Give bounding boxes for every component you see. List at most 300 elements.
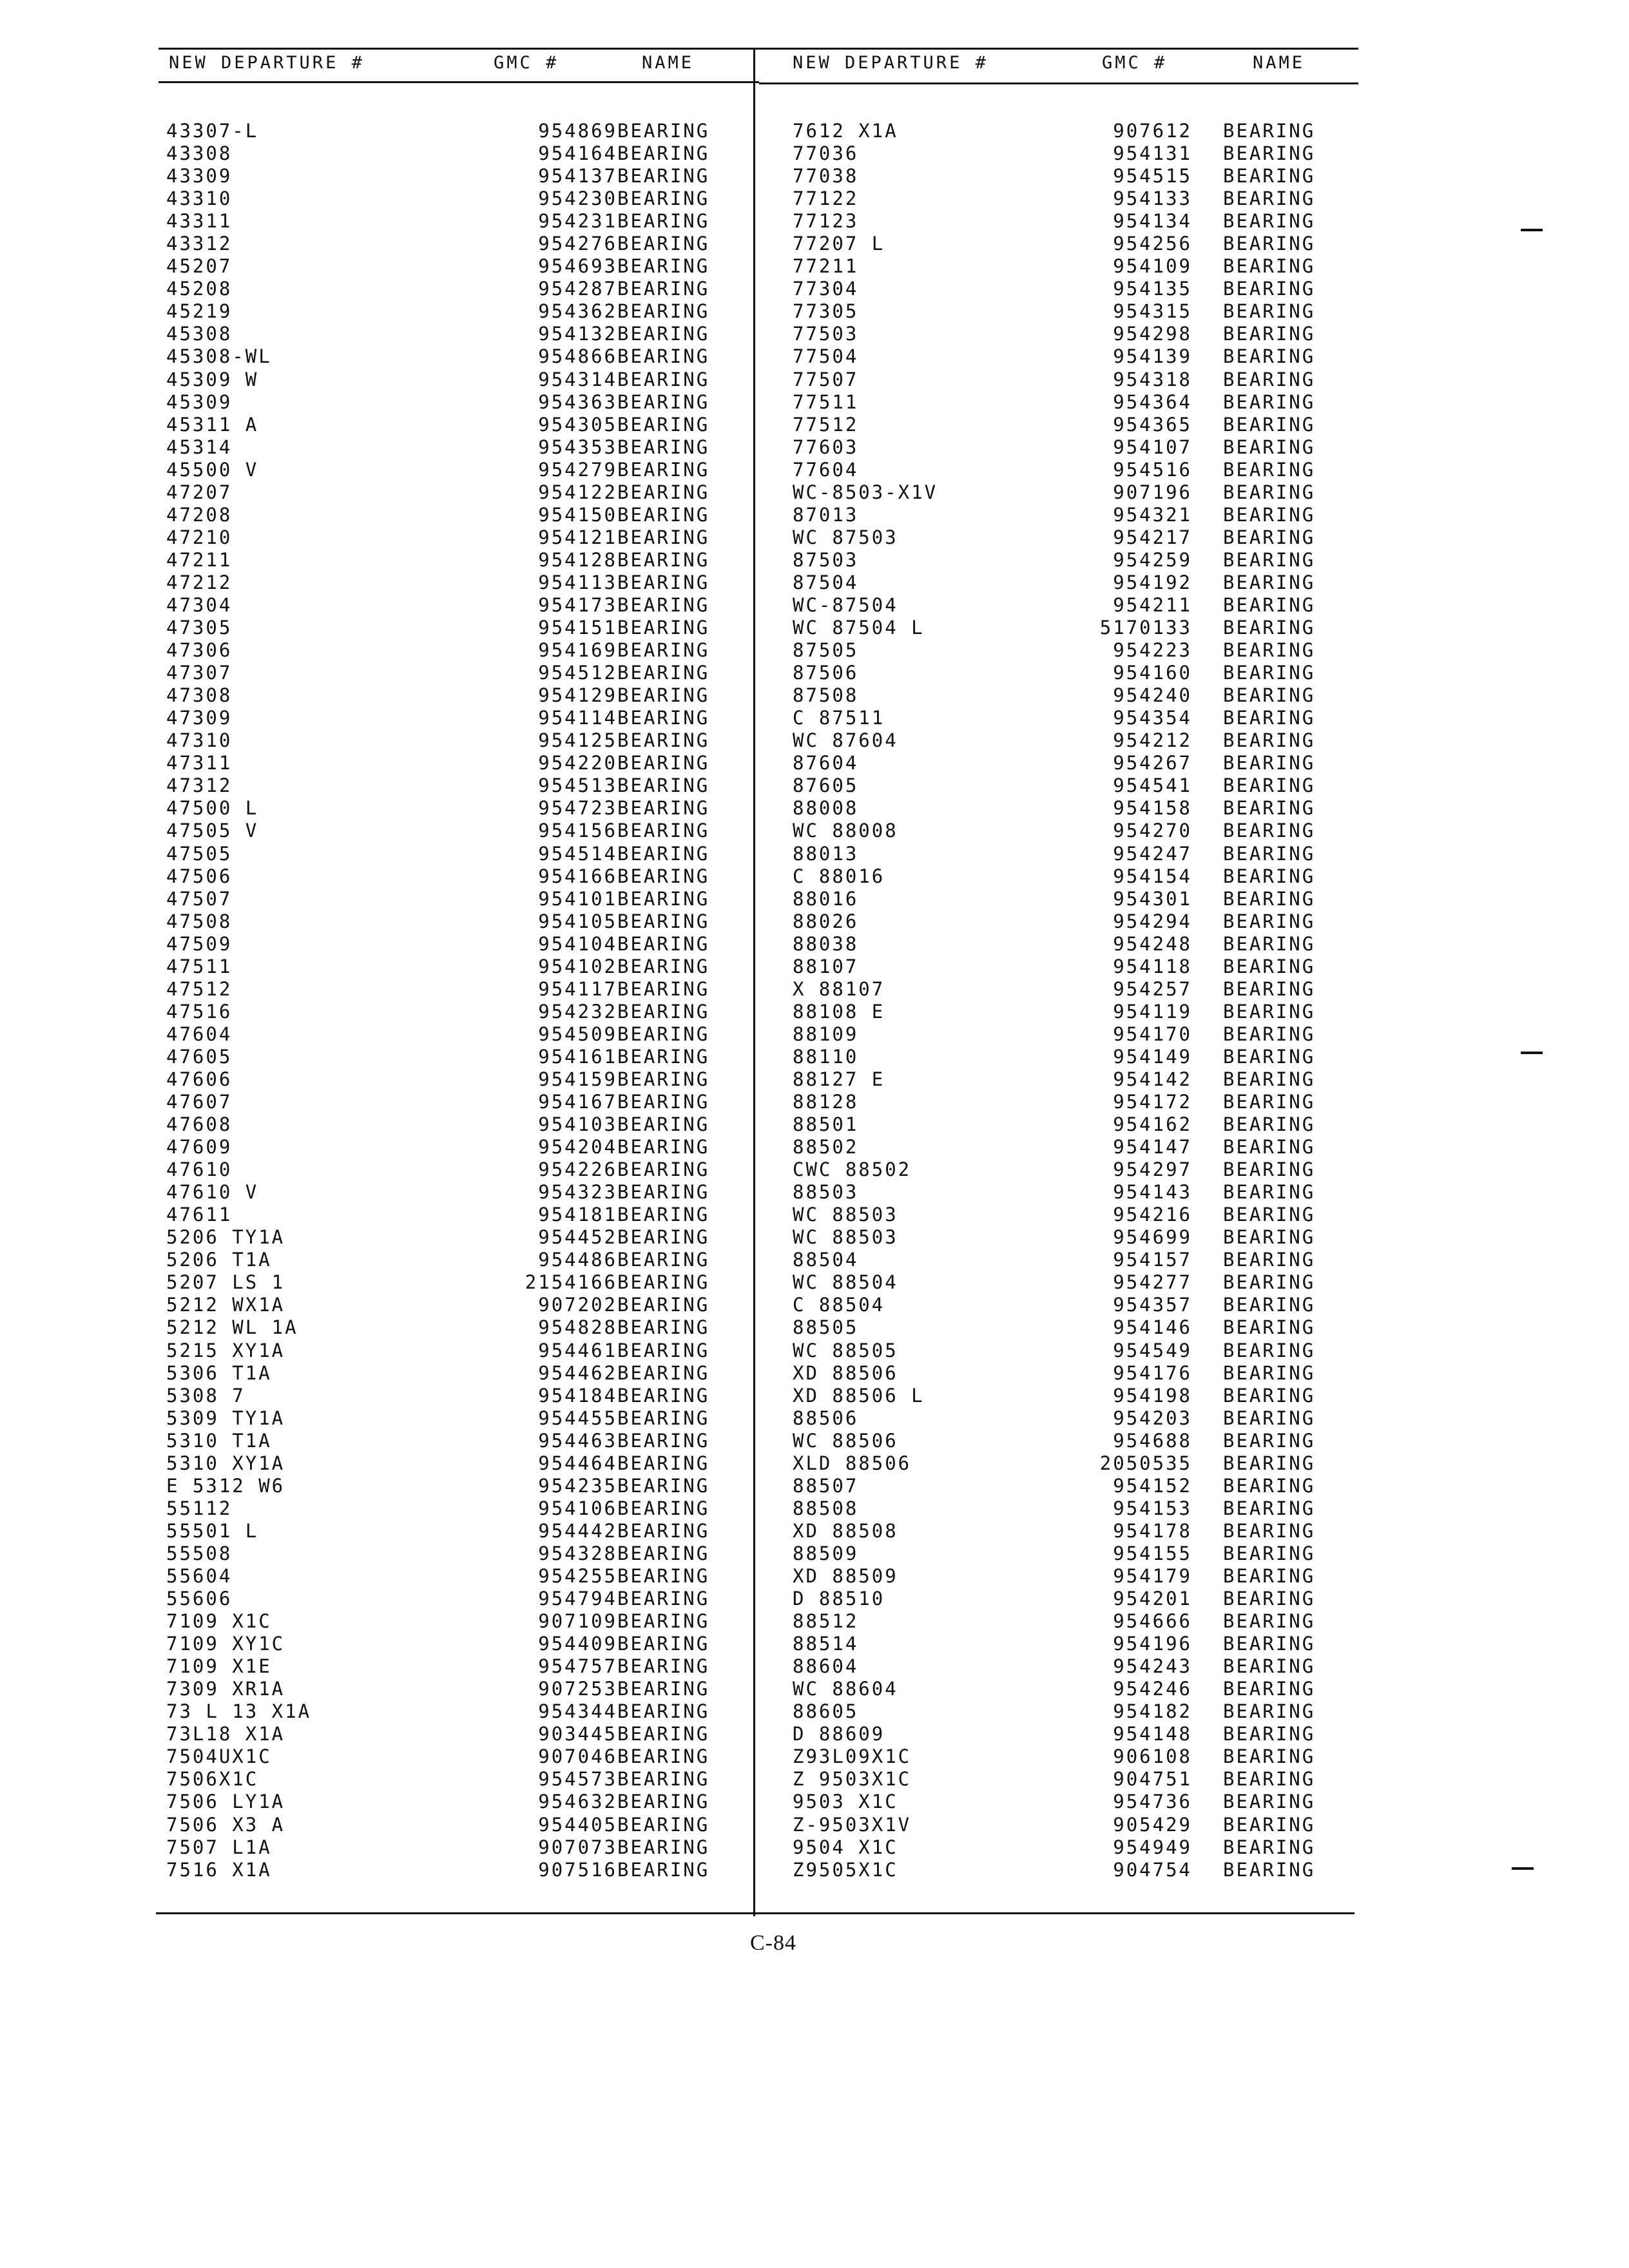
part-name: BEARING	[1223, 1429, 1316, 1452]
part-name: BEARING	[617, 1768, 710, 1791]
gmc-number: 954515	[1113, 165, 1192, 187]
table-row	[166, 459, 746, 481]
part-number: 9504 X1C	[793, 1836, 898, 1858]
table-row	[166, 910, 746, 933]
gmc-number: 954226	[538, 1158, 617, 1181]
page-number: C-84	[750, 1931, 796, 1955]
part-number: 47310	[166, 729, 233, 752]
part-number: 88508	[793, 1497, 859, 1519]
table-row	[793, 1430, 1360, 1452]
column-divider	[753, 48, 755, 1916]
table-row	[166, 572, 746, 594]
part-name: BEARING	[617, 932, 710, 955]
gmc-number: 954204	[538, 1136, 617, 1158]
header-underline-right	[759, 82, 1358, 84]
part-name: BEARING	[1223, 1113, 1316, 1136]
gmc-number: 954516	[1113, 458, 1192, 481]
part-number: D 88609	[793, 1723, 885, 1745]
gmc-number: 954167	[538, 1091, 617, 1113]
part-name: BEARING	[1223, 1542, 1316, 1564]
part-name: BEARING	[1223, 1836, 1316, 1858]
part-number: 43308	[166, 142, 233, 165]
gmc-number: 954133	[1113, 187, 1192, 210]
gmc-number: 907202	[538, 1294, 617, 1316]
part-name: BEARING	[617, 1181, 710, 1204]
table-row	[166, 345, 746, 368]
gmc-number: 907073	[538, 1836, 617, 1858]
part-number: 77507	[793, 368, 859, 390]
part-name: BEARING	[617, 820, 710, 842]
gmc-number: 954105	[538, 910, 617, 932]
gmc-number: 954162	[1113, 1113, 1192, 1136]
part-number: 87605	[793, 774, 859, 797]
table-row	[793, 345, 1360, 368]
part-name: BEARING	[1223, 1474, 1316, 1497]
part-number: XD 88509	[793, 1565, 898, 1587]
table-row	[793, 797, 1360, 820]
part-name: BEARING	[617, 1000, 710, 1023]
gmc-number: 954181	[538, 1204, 617, 1226]
gmc-number: 954294	[1113, 910, 1192, 932]
table-row	[793, 255, 1360, 278]
gmc-number: 954455	[538, 1407, 617, 1429]
part-number: WC 87604	[793, 729, 898, 752]
part-number: WC 87504 L	[793, 617, 925, 639]
gmc-number: 954240	[1113, 684, 1192, 707]
part-number: 73 L 13 X1A	[166, 1700, 312, 1723]
table-row	[166, 617, 746, 639]
gmc-number: 954196	[1113, 1633, 1192, 1655]
part-name: BEARING	[1223, 910, 1316, 932]
part-name: BEARING	[1223, 955, 1316, 977]
part-number: 77207 L	[793, 233, 885, 255]
part-number: 88128	[793, 1091, 859, 1113]
gmc-number: 954757	[538, 1655, 617, 1678]
table-row	[793, 1068, 1360, 1091]
gmc-number: 954305	[538, 413, 617, 436]
part-number: 5206 T1A	[166, 1249, 272, 1271]
table-row	[166, 752, 746, 774]
table-row	[166, 1271, 746, 1294]
part-number: 7109 X1C	[166, 1610, 272, 1633]
part-name: BEARING	[617, 1429, 710, 1452]
part-number: 45309	[166, 390, 233, 413]
gmc-number: 907046	[538, 1745, 617, 1768]
table-row	[166, 1294, 746, 1316]
part-number: 87505	[793, 639, 859, 662]
gmc-number: 954267	[1113, 752, 1192, 774]
part-number: Z 9503X1C	[793, 1768, 912, 1791]
gmc-number: 954155	[1113, 1542, 1192, 1564]
part-name: BEARING	[1223, 729, 1316, 752]
part-name: BEARING	[1223, 1610, 1316, 1633]
part-name: BEARING	[1223, 120, 1316, 142]
part-number: 7506 X3 A	[166, 1813, 285, 1836]
table-row	[793, 594, 1360, 617]
table-row	[166, 1068, 746, 1091]
gmc-number: 954723	[538, 797, 617, 820]
part-number: 87508	[793, 684, 859, 707]
part-number: C 88504	[793, 1294, 885, 1316]
part-number: 88038	[793, 932, 859, 955]
part-name: BEARING	[1223, 1226, 1316, 1249]
top-rule	[159, 48, 1358, 50]
part-name: BEARING	[617, 1136, 710, 1158]
table-row	[793, 1181, 1360, 1204]
part-number: 88501	[793, 1113, 859, 1136]
part-name: BEARING	[617, 955, 710, 977]
part-name: BEARING	[1223, 165, 1316, 187]
gmc-number: 954344	[538, 1700, 617, 1723]
gmc-number: 954220	[538, 752, 617, 774]
gmc-number: 2154166	[525, 1271, 617, 1294]
part-number: 87604	[793, 752, 859, 774]
part-number: 88109	[793, 1023, 859, 1045]
table-row	[793, 1113, 1360, 1136]
part-name: BEARING	[617, 752, 710, 774]
gmc-number: 954134	[1113, 210, 1192, 233]
part-number: 45314	[166, 436, 233, 458]
bottom-rule	[156, 1912, 1354, 1914]
table-row	[166, 1745, 746, 1768]
table-row	[166, 1046, 746, 1068]
gmc-number: 954232	[538, 1000, 617, 1023]
part-number: 43307-L	[166, 120, 259, 142]
gmc-number: 954142	[1113, 1068, 1192, 1090]
part-number: 55501 L	[166, 1519, 259, 1542]
table-row	[166, 1814, 746, 1836]
table-row	[166, 278, 746, 300]
part-number: 88026	[793, 910, 859, 932]
gmc-number: 954461	[538, 1339, 617, 1361]
table-row	[793, 165, 1360, 187]
gmc-number: 954148	[1113, 1723, 1192, 1745]
gmc-number: 954179	[1113, 1565, 1192, 1587]
table-row	[166, 1588, 746, 1610]
gmc-number: 954301	[1113, 887, 1192, 910]
part-name: BEARING	[1223, 1452, 1316, 1474]
part-number: 47508	[166, 910, 233, 932]
part-number: 45207	[166, 255, 233, 278]
part-name: BEARING	[1223, 571, 1316, 593]
part-name: BEARING	[1223, 887, 1316, 910]
gmc-number: 954178	[1113, 1519, 1192, 1542]
part-number: 77304	[793, 278, 859, 300]
part-name: BEARING	[1223, 436, 1316, 458]
header-part-left: NEW DEPARTURE #	[169, 53, 365, 73]
part-name: BEARING	[617, 1249, 710, 1271]
gmc-number: 954201	[1113, 1588, 1192, 1610]
gmc-number: 954353	[538, 436, 617, 458]
part-name: BEARING	[1223, 187, 1316, 210]
part-name: BEARING	[1223, 684, 1316, 707]
table-row	[793, 1046, 1360, 1068]
part-name: BEARING	[617, 1610, 710, 1633]
part-name: BEARING	[1223, 278, 1316, 300]
part-number: 47312	[166, 774, 233, 797]
table-row	[793, 1294, 1360, 1316]
part-name: BEARING	[1223, 1136, 1316, 1158]
gmc-number: 954166	[538, 865, 617, 887]
table-row	[793, 1700, 1360, 1723]
part-name: BEARING	[617, 278, 710, 300]
table-row	[793, 436, 1360, 459]
part-name: BEARING	[617, 120, 710, 142]
gmc-number: 954276	[538, 233, 617, 255]
table-row	[793, 1814, 1360, 1836]
part-number: 7506 LY1A	[166, 1791, 285, 1813]
part-name: BEARING	[617, 165, 710, 187]
part-name: BEARING	[617, 1745, 710, 1768]
part-name: BEARING	[617, 729, 710, 752]
part-number: 47211	[166, 548, 233, 571]
table-row	[793, 1588, 1360, 1610]
part-number: 7612 X1A	[793, 120, 898, 142]
part-number: 47210	[166, 526, 233, 548]
part-name: BEARING	[1223, 1497, 1316, 1519]
table-row	[166, 1791, 746, 1813]
table-row	[166, 1542, 746, 1565]
part-number: 45308	[166, 323, 233, 345]
gmc-number: 954298	[1113, 323, 1192, 345]
table-row	[166, 1836, 746, 1859]
table-row	[793, 414, 1360, 436]
part-number: 88504	[793, 1249, 859, 1271]
part-name: BEARING	[1223, 1655, 1316, 1678]
table-row	[793, 391, 1360, 414]
table-row	[166, 391, 746, 414]
part-number: 88013	[793, 842, 859, 865]
part-number: 43312	[166, 233, 233, 255]
table-row	[793, 843, 1360, 865]
gmc-number: 954869	[538, 120, 617, 142]
part-number: XLD 88506	[793, 1452, 912, 1474]
table-row	[793, 549, 1360, 572]
table-row	[166, 1023, 746, 1046]
part-name: BEARING	[1223, 1745, 1316, 1768]
table-row	[166, 662, 746, 684]
gmc-number: 954513	[538, 774, 617, 797]
part-number: 88605	[793, 1700, 859, 1723]
part-number: 5310 XY1A	[166, 1452, 285, 1474]
part-number: 55112	[166, 1497, 233, 1519]
part-number: WC 88506	[793, 1429, 898, 1452]
part-number: WC 87503	[793, 526, 898, 548]
part-number: 88503	[793, 1181, 859, 1204]
part-number: 77305	[793, 300, 859, 323]
part-name: BEARING	[617, 1316, 710, 1339]
table-row	[166, 549, 746, 572]
gmc-number: 2050535	[1099, 1452, 1192, 1474]
table-row	[166, 1136, 746, 1158]
part-name: BEARING	[617, 1271, 710, 1294]
table-row	[793, 617, 1360, 639]
part-number: 5207 LS 1	[166, 1271, 285, 1294]
part-number: 47610 V	[166, 1181, 259, 1204]
part-name: BEARING	[1223, 593, 1316, 616]
gmc-number: 954143	[1113, 1181, 1192, 1204]
part-name: BEARING	[1223, 368, 1316, 390]
part-number: 5215 XY1A	[166, 1339, 285, 1361]
part-number: 88016	[793, 887, 859, 910]
part-number: WC 88008	[793, 820, 898, 842]
part-number: 47207	[166, 481, 233, 503]
part-name: BEARING	[1223, 142, 1316, 165]
part-name: BEARING	[617, 662, 710, 684]
gmc-number: 954362	[538, 300, 617, 323]
part-name: BEARING	[1223, 1249, 1316, 1271]
table-row	[793, 369, 1360, 391]
part-number: 47516	[166, 1000, 233, 1023]
part-name: BEARING	[617, 1113, 710, 1136]
part-number: 5206 TY1A	[166, 1226, 285, 1249]
gmc-number: 954243	[1113, 1655, 1192, 1678]
table-row	[166, 323, 746, 345]
table-row	[166, 639, 746, 662]
gmc-number: 954549	[1113, 1339, 1192, 1361]
gmc-number: 954223	[1113, 639, 1192, 662]
part-number: 87013	[793, 503, 859, 526]
part-number: 47311	[166, 752, 233, 774]
part-number: 77211	[793, 255, 859, 278]
margin-tick-mark	[1521, 229, 1543, 231]
gmc-number: 954173	[538, 593, 617, 616]
part-name: BEARING	[617, 639, 710, 662]
table-row	[793, 1023, 1360, 1046]
gmc-number: 954949	[1113, 1836, 1192, 1858]
part-name: BEARING	[1223, 526, 1316, 548]
part-name: BEARING	[1223, 842, 1316, 865]
part-number: 5308 7	[166, 1384, 246, 1407]
part-name: BEARING	[617, 1655, 710, 1678]
part-number: 5212 WX1A	[166, 1294, 285, 1316]
gmc-number: 954255	[538, 1565, 617, 1587]
margin-tick-mark	[1521, 1052, 1543, 1054]
table-row	[793, 1655, 1360, 1678]
part-number: XD 88506	[793, 1361, 898, 1384]
gmc-number: 954452	[538, 1226, 617, 1249]
part-number: XD 88506 L	[793, 1384, 925, 1407]
part-number: Z-9503X1V	[793, 1813, 912, 1836]
table-row	[166, 865, 746, 888]
gmc-number: 954632	[538, 1791, 617, 1813]
part-number: 47512	[166, 977, 233, 1000]
table-row	[166, 1655, 746, 1678]
part-number: 45208	[166, 278, 233, 300]
table-row	[793, 120, 1360, 142]
part-number: 47606	[166, 1068, 233, 1090]
part-name: BEARING	[617, 1407, 710, 1429]
part-number: 88506	[793, 1407, 859, 1429]
part-name: BEARING	[1223, 481, 1316, 503]
table-row	[166, 1430, 746, 1452]
table-row	[166, 1001, 746, 1023]
table-row	[793, 1745, 1360, 1768]
header-part-right: NEW DEPARTURE #	[793, 53, 988, 73]
gmc-number: 954314	[538, 368, 617, 390]
part-number: 5310 T1A	[166, 1429, 272, 1452]
part-name: BEARING	[1223, 1858, 1316, 1881]
gmc-number: 954172	[1113, 1091, 1192, 1113]
part-number: C 87511	[793, 707, 885, 729]
gmc-number: 954666	[1113, 1610, 1192, 1633]
part-name: BEARING	[617, 390, 710, 413]
gmc-number: 954315	[1113, 300, 1192, 323]
part-name: BEARING	[1223, 210, 1316, 233]
part-name: BEARING	[1223, 1045, 1316, 1068]
part-number: 43309	[166, 165, 233, 187]
table-row	[793, 323, 1360, 345]
part-number: C 88016	[793, 865, 885, 887]
table-row	[166, 1316, 746, 1339]
gmc-number: 954231	[538, 210, 617, 233]
table-row	[793, 1340, 1360, 1362]
gmc-number: 954230	[538, 187, 617, 210]
table-row	[793, 1497, 1360, 1520]
part-name: BEARING	[1223, 548, 1316, 571]
part-name: BEARING	[1223, 865, 1316, 887]
table-row	[793, 933, 1360, 956]
part-name: BEARING	[1223, 1633, 1316, 1655]
part-name: BEARING	[1223, 1181, 1316, 1204]
part-name: BEARING	[617, 1519, 710, 1542]
gmc-number: 954135	[1113, 278, 1192, 300]
table-row	[166, 526, 746, 549]
part-name: BEARING	[617, 368, 710, 390]
table-row	[793, 1542, 1360, 1565]
gmc-number: 954277	[1113, 1271, 1192, 1294]
part-number: WC-8503-X1V	[793, 481, 938, 503]
part-number: 47505	[166, 842, 233, 865]
part-name: BEARING	[617, 323, 710, 345]
gmc-number: 954287	[538, 278, 617, 300]
part-name: BEARING	[617, 1542, 710, 1564]
gmc-number: 954693	[538, 255, 617, 278]
table-row	[166, 1452, 746, 1475]
gmc-number: 954514	[538, 842, 617, 865]
part-name: BEARING	[1223, 1565, 1316, 1587]
part-number: 88604	[793, 1655, 859, 1678]
gmc-number: 954442	[538, 1519, 617, 1542]
gmc-number: 954132	[538, 323, 617, 345]
gmc-number: 954192	[1113, 571, 1192, 593]
gmc-number: 954541	[1113, 774, 1192, 797]
table-row	[793, 1158, 1360, 1181]
gmc-number: 954357	[1113, 1294, 1192, 1316]
part-name: BEARING	[1223, 617, 1316, 639]
gmc-number: 954153	[1113, 1497, 1192, 1519]
table-row	[793, 1723, 1360, 1745]
gmc-number: 954866	[538, 345, 617, 368]
part-name: BEARING	[617, 1497, 710, 1519]
gmc-number: 954794	[538, 1588, 617, 1610]
table-row	[166, 774, 746, 797]
part-number: 87503	[793, 548, 859, 571]
part-number: WC 88504	[793, 1271, 898, 1294]
part-name: BEARING	[1223, 1407, 1316, 1429]
left-parts-table	[166, 120, 746, 1881]
table-row	[793, 729, 1360, 752]
header-name-left: NAME	[642, 53, 695, 73]
table-row	[166, 1249, 746, 1271]
part-name: BEARING	[1223, 1384, 1316, 1407]
gmc-number: 954409	[538, 1633, 617, 1655]
part-name: BEARING	[1223, 1023, 1316, 1045]
part-number: 77038	[793, 165, 859, 187]
table-row	[166, 1723, 746, 1745]
part-name: BEARING	[1223, 1294, 1316, 1316]
gmc-number: 954182	[1113, 1700, 1192, 1723]
